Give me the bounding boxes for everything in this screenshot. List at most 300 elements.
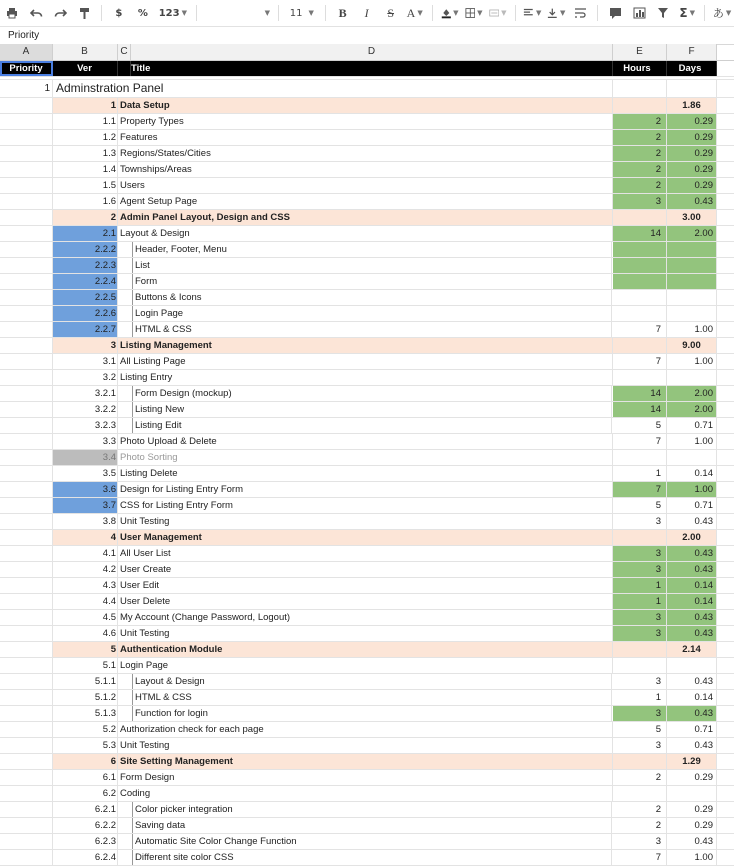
hours-cell[interactable]: 1	[613, 578, 667, 593]
ver-cell[interactable]: 2.2.4	[53, 274, 118, 289]
title-cell[interactable]: Design for Listing Entry Form	[120, 482, 613, 497]
ver-cell[interactable]: 1.6	[53, 194, 118, 209]
ver-cell[interactable]: 5.1.3	[53, 706, 118, 721]
priority-cell[interactable]	[0, 674, 53, 689]
ver-cell[interactable]: 4.3	[53, 578, 118, 593]
days-cell[interactable]	[667, 242, 717, 257]
align-horizontal-icon[interactable]	[521, 3, 543, 23]
title-cell[interactable]: Unit Testing	[120, 514, 613, 529]
ver-cell[interactable]: 3.2.3	[53, 418, 118, 433]
column-header-b[interactable]: B	[53, 44, 118, 60]
ver-cell[interactable]: 5.1.1	[53, 674, 118, 689]
hours-cell[interactable]: 7	[613, 482, 667, 497]
ver-cell[interactable]: 5.2	[53, 722, 118, 737]
hours-cell[interactable]: 3	[613, 706, 667, 721]
title-cell[interactable]: Property Types	[120, 114, 613, 129]
priority-cell[interactable]	[0, 418, 53, 433]
title-cell[interactable]: Admin Panel Layout, Design and CSS	[120, 210, 613, 225]
ver-cell[interactable]: 3.5	[53, 466, 118, 481]
days-cell[interactable]	[667, 450, 717, 465]
section-row	[0, 98, 734, 114]
days-cell[interactable]: 0.14	[667, 594, 717, 609]
ver-cell[interactable]: 3.6	[53, 482, 118, 497]
ver-cell[interactable]: 3.2	[53, 370, 118, 385]
days-cell[interactable]: 0.43	[667, 546, 717, 561]
hours-cell[interactable]: 2	[613, 130, 667, 145]
ver-cell[interactable]: 6.1	[53, 770, 118, 785]
hours-cell[interactable]	[613, 98, 667, 113]
ver-cell[interactable]: 5	[53, 642, 118, 657]
title-cell[interactable]: Listing Management	[120, 338, 613, 353]
ver-cell[interactable]: 2.2.2	[53, 242, 118, 257]
title-cell[interactable]: Users	[120, 178, 613, 193]
column-header-c[interactable]: C	[118, 44, 131, 60]
hours-cell[interactable]: 2	[613, 114, 667, 129]
hours-cell[interactable]: 1	[613, 690, 667, 705]
days-cell[interactable]: 1.00	[667, 482, 717, 497]
priority-cell[interactable]	[0, 402, 53, 417]
days-cell[interactable]: 0.71	[667, 418, 717, 433]
days-cell[interactable]: 0.29	[667, 130, 717, 145]
header-priority-cell[interactable]: Priority	[0, 61, 53, 76]
days-cell[interactable]	[667, 786, 717, 801]
priority-cell[interactable]	[0, 514, 53, 529]
ver-cell[interactable]: 5.3	[53, 738, 118, 753]
title-cell[interactable]	[119, 834, 612, 849]
hours-cell[interactable]: 3	[613, 834, 667, 849]
header-c-cell[interactable]	[118, 61, 131, 76]
ver-cell[interactable]: 6.2.1	[53, 802, 118, 817]
table-row	[0, 818, 734, 834]
title-cell[interactable]: User Create	[120, 562, 613, 577]
task-rows	[0, 98, 734, 866]
priority-cell[interactable]	[0, 194, 53, 209]
title-cell[interactable]	[119, 690, 612, 705]
redo-icon[interactable]	[49, 3, 71, 23]
ver-cell[interactable]: 6.2.4	[53, 850, 118, 865]
number-format-label: 123	[158, 7, 180, 19]
days-cell[interactable]: 0.14	[667, 690, 717, 705]
priority-cell[interactable]	[0, 546, 53, 561]
hours-cell[interactable]: 7	[613, 434, 667, 449]
ver-cell[interactable]: 1.2	[53, 130, 118, 145]
days-cell[interactable]	[667, 258, 717, 273]
priority-cell[interactable]	[0, 290, 53, 305]
toolbar-separator	[325, 5, 326, 21]
align-vertical-icon[interactable]	[545, 3, 567, 23]
days-cell[interactable]: 2.00	[667, 386, 717, 401]
days-cell[interactable]: 0.43	[667, 194, 717, 209]
title-cell[interactable]	[119, 706, 612, 721]
ver-cell[interactable]: 6.2	[53, 786, 118, 801]
hours-cell[interactable]	[613, 530, 667, 545]
merge-cells-icon[interactable]	[487, 3, 509, 23]
priority-cell[interactable]	[0, 178, 53, 193]
priority-cell[interactable]	[0, 370, 53, 385]
font-size-dropdown[interactable]	[285, 3, 319, 23]
table-row	[0, 770, 734, 786]
priority-cell[interactable]	[0, 434, 53, 449]
ver-cell[interactable]: 4.6	[53, 626, 118, 641]
title-cell[interactable]: Townships/Areas	[120, 162, 613, 177]
hours-cell[interactable]: 3	[613, 562, 667, 577]
days-cell[interactable]: 0.29	[667, 818, 717, 833]
hours-cell[interactable]	[613, 370, 667, 385]
ver-cell[interactable]: 1	[53, 98, 118, 113]
borders-icon[interactable]	[463, 3, 485, 23]
bold-button[interactable]: B	[338, 5, 347, 20]
column-header-f[interactable]: F	[667, 44, 717, 60]
chevron-down-icon: ▼	[559, 9, 566, 17]
title-cell[interactable]	[119, 402, 612, 417]
ver-cell[interactable]: 4	[53, 530, 118, 545]
title-cell[interactable]	[119, 290, 612, 305]
priority-cell[interactable]	[0, 354, 53, 369]
hours-cell[interactable]: 3	[613, 194, 667, 209]
ver-cell[interactable]: 2.2.3	[53, 258, 118, 273]
header-title-cell[interactable]: Title	[131, 61, 613, 76]
title-cell[interactable]: Authentication Module	[120, 642, 613, 657]
priority-cell[interactable]	[0, 98, 53, 113]
subtask-title: Listing New	[135, 404, 185, 415]
filter-icon[interactable]	[652, 3, 674, 23]
title-text-cell[interactable]: Adminstration Panel	[56, 80, 613, 97]
priority-cell[interactable]	[0, 850, 53, 865]
days-cell[interactable]: 3.00	[667, 210, 717, 225]
column-header-a[interactable]: A	[0, 44, 53, 60]
days-cell[interactable]	[667, 290, 717, 305]
title-cell[interactable]: Features	[120, 130, 613, 145]
hours-cell[interactable]: 5	[613, 418, 667, 433]
days-cell[interactable]	[667, 370, 717, 385]
title-cell[interactable]: Form Design	[120, 770, 613, 785]
priority-cell[interactable]	[0, 130, 53, 145]
hours-cell[interactable]: 2	[613, 146, 667, 161]
title-hours-cell[interactable]	[613, 80, 667, 97]
currency-format-button[interactable]: $	[115, 7, 123, 19]
days-cell[interactable]: 1.00	[667, 322, 717, 337]
table-row	[0, 610, 734, 626]
hours-cell[interactable]: 7	[613, 322, 667, 337]
days-cell[interactable]: 0.29	[667, 802, 717, 817]
ver-cell[interactable]: 6.2.2	[53, 818, 118, 833]
hours-cell[interactable]: 2	[613, 162, 667, 177]
days-cell[interactable]: 1.00	[667, 354, 717, 369]
title-priority-cell[interactable]: 1	[0, 80, 53, 97]
hours-cell[interactable]: 7	[613, 354, 667, 369]
ver-cell[interactable]: 2.1	[53, 226, 118, 241]
priority-cell[interactable]	[0, 162, 53, 177]
days-cell[interactable]: 0.43	[667, 562, 717, 577]
number-format-dropdown[interactable]	[156, 3, 190, 23]
ver-cell[interactable]: 2.2.6	[53, 306, 118, 321]
hours-cell[interactable]: 3	[613, 738, 667, 753]
title-cell[interactable]: Unit Testing	[120, 738, 613, 753]
ver-cell[interactable]: 5.1	[53, 658, 118, 673]
ver-cell[interactable]: 3.4	[53, 450, 118, 465]
priority-cell[interactable]	[0, 818, 53, 833]
paint-format-icon[interactable]	[73, 3, 95, 23]
priority-cell[interactable]	[0, 258, 53, 273]
ver-cell[interactable]: 4.2	[53, 562, 118, 577]
ver-cell[interactable]: 3.7	[53, 498, 118, 513]
priority-cell[interactable]	[0, 450, 53, 465]
priority-cell[interactable]	[0, 466, 53, 481]
title-cell[interactable]	[119, 306, 612, 321]
priority-cell[interactable]	[0, 114, 53, 129]
priority-cell[interactable]	[0, 242, 53, 257]
hours-cell[interactable]: 2	[613, 770, 667, 785]
title-cell[interactable]	[119, 818, 612, 833]
hours-cell[interactable]: 1	[613, 466, 667, 481]
priority-cell[interactable]	[0, 706, 53, 721]
hours-cell[interactable]: 14	[613, 386, 667, 401]
hours-cell[interactable]: 2	[613, 178, 667, 193]
title-cell[interactable]: Coding	[120, 786, 613, 801]
title-cell[interactable]: Photo Sorting	[120, 450, 613, 465]
days-cell[interactable]: 0.14	[667, 466, 717, 481]
title-cell[interactable]: Layout & Design	[120, 226, 613, 241]
hours-cell[interactable]	[613, 258, 667, 273]
title-cell[interactable]: Listing Delete	[120, 466, 613, 481]
hours-cell[interactable]	[613, 450, 667, 465]
title-cell[interactable]: Authorization check for each page	[120, 722, 613, 737]
title-cell[interactable]	[119, 802, 612, 817]
subtask-title: Login Page	[135, 308, 184, 319]
hours-cell[interactable]: 3	[613, 610, 667, 625]
priority-cell[interactable]	[0, 482, 53, 497]
ver-cell[interactable]: 3	[53, 338, 118, 353]
priority-cell[interactable]	[0, 658, 53, 673]
ver-cell[interactable]: 3.2.1	[53, 386, 118, 401]
ver-cell[interactable]: 1.3	[53, 146, 118, 161]
subtask-title: Form Design (mockup)	[135, 388, 232, 399]
days-cell[interactable]: 0.14	[667, 578, 717, 593]
ver-cell[interactable]: 6.2.3	[53, 834, 118, 849]
days-cell[interactable]: 0.43	[667, 674, 717, 689]
italic-button[interactable]: I	[364, 5, 369, 20]
days-cell[interactable]: 0.71	[667, 722, 717, 737]
text-wrap-icon[interactable]	[569, 3, 591, 23]
priority-cell[interactable]	[0, 770, 53, 785]
strikethrough-button[interactable]: S	[387, 5, 395, 20]
days-cell[interactable]: 0.43	[667, 626, 717, 641]
days-cell[interactable]: 1.29	[667, 754, 717, 769]
title-cell[interactable]	[119, 850, 612, 865]
toolbar-separator	[101, 5, 102, 21]
days-cell[interactable]: 2.14	[667, 642, 717, 657]
priority-cell[interactable]	[0, 642, 53, 657]
hours-cell[interactable]	[613, 642, 667, 657]
insert-comment-icon[interactable]	[604, 3, 626, 23]
hours-cell[interactable]	[613, 242, 667, 257]
hours-cell[interactable]: 2	[613, 818, 667, 833]
title-cell[interactable]: My Account (Change Password, Logout)	[120, 610, 613, 625]
title-cell[interactable]: Regions/States/Cities	[120, 146, 613, 161]
days-cell[interactable]: 2.00	[667, 226, 717, 241]
days-cell[interactable]	[667, 306, 717, 321]
title-cell[interactable]: Login Page	[120, 658, 613, 673]
priority-cell[interactable]	[0, 594, 53, 609]
title-cell[interactable]: Data Setup	[120, 98, 613, 113]
header-days-cell[interactable]: Days	[667, 61, 717, 76]
days-cell[interactable]: 1.86	[667, 98, 717, 113]
title-cell[interactable]	[119, 242, 612, 257]
title-cell[interactable]: User Delete	[120, 594, 613, 609]
title-cell[interactable]: Unit Testing	[120, 626, 613, 641]
ver-cell[interactable]: 4.4	[53, 594, 118, 609]
priority-cell[interactable]	[0, 530, 53, 545]
days-cell[interactable]	[667, 658, 717, 673]
days-cell[interactable]: 0.29	[667, 162, 717, 177]
priority-cell[interactable]	[0, 610, 53, 625]
days-cell[interactable]: 0.29	[667, 114, 717, 129]
hours-cell[interactable]: 3	[613, 514, 667, 529]
title-cell[interactable]	[119, 258, 612, 273]
formula-bar[interactable]	[0, 27, 734, 45]
days-cell[interactable]: 2.00	[667, 530, 717, 545]
column-header-d[interactable]: D	[131, 44, 613, 60]
font-family-dropdown[interactable]	[203, 3, 272, 23]
title-cell[interactable]: User Management	[120, 530, 613, 545]
fill-color-icon[interactable]	[439, 3, 461, 23]
header-hours-cell[interactable]: Hours	[613, 61, 667, 76]
hours-cell[interactable]	[613, 210, 667, 225]
title-cell[interactable]	[119, 322, 612, 337]
header-ver-cell[interactable]: Ver	[53, 61, 118, 76]
hours-cell[interactable]	[613, 306, 667, 321]
priority-cell[interactable]	[0, 690, 53, 705]
column-header-e[interactable]: E	[613, 44, 667, 60]
ver-cell[interactable]: 1.1	[53, 114, 118, 129]
priority-cell[interactable]	[0, 306, 53, 321]
ver-cell[interactable]: 1.5	[53, 178, 118, 193]
column-header-row	[0, 44, 734, 61]
hours-cell[interactable]: 7	[613, 850, 667, 865]
days-cell[interactable]: 9.00	[667, 338, 717, 353]
print-icon[interactable]	[1, 3, 23, 23]
ver-cell[interactable]: 4.1	[53, 546, 118, 561]
title-cell[interactable]: Listing Entry	[120, 370, 613, 385]
days-cell[interactable]: 0.43	[667, 738, 717, 753]
hours-cell[interactable]: 2	[613, 802, 667, 817]
hours-cell[interactable]: 3	[613, 546, 667, 561]
hours-cell[interactable]	[613, 290, 667, 305]
priority-cell[interactable]	[0, 738, 53, 753]
ver-cell[interactable]: 2.2.5	[53, 290, 118, 305]
title-cell[interactable]	[119, 274, 612, 289]
text-color-button[interactable]	[404, 3, 426, 23]
hours-cell[interactable]	[613, 338, 667, 353]
ver-cell[interactable]: 3.2.2	[53, 402, 118, 417]
chevron-down-icon: ▼	[501, 9, 507, 17]
ver-cell[interactable]: 4.5	[53, 610, 118, 625]
title-cell[interactable]	[119, 386, 612, 401]
input-tools-button[interactable]	[711, 3, 733, 23]
priority-cell[interactable]	[0, 146, 53, 161]
days-cell[interactable]: 1.00	[667, 434, 717, 449]
percent-format-button[interactable]: %	[137, 7, 148, 19]
title-cell[interactable]: All Listing Page	[120, 354, 613, 369]
hours-cell[interactable]	[613, 658, 667, 673]
title-days-cell[interactable]	[667, 80, 717, 97]
hours-cell[interactable]: 3	[613, 626, 667, 641]
priority-cell[interactable]	[0, 802, 53, 817]
title-cell[interactable]: User Edit	[120, 578, 613, 593]
priority-cell[interactable]	[0, 322, 53, 337]
hours-cell[interactable]	[613, 754, 667, 769]
priority-cell[interactable]	[0, 338, 53, 353]
title-cell[interactable]: Site Setting Management	[120, 754, 613, 769]
priority-cell[interactable]	[0, 834, 53, 849]
hours-cell[interactable]: 14	[613, 226, 667, 241]
title-cell[interactable]: All User List	[120, 546, 613, 561]
days-cell[interactable]: 0.71	[667, 498, 717, 513]
days-cell[interactable]: 0.43	[667, 834, 717, 849]
chevron-down-icon: ▼	[417, 9, 423, 17]
days-cell[interactable]: 0.29	[667, 178, 717, 193]
title-cell[interactable]: Agent Setup Page	[120, 194, 613, 209]
title-cell[interactable]: Photo Upload & Delete	[120, 434, 613, 449]
days-cell[interactable]: 2.00	[667, 402, 717, 417]
ver-cell[interactable]: 6	[53, 754, 118, 769]
ver-cell[interactable]: 2.2.7	[53, 322, 118, 337]
priority-cell[interactable]	[0, 562, 53, 577]
priority-cell[interactable]	[0, 722, 53, 737]
hours-cell[interactable]: 14	[613, 402, 667, 417]
priority-cell[interactable]	[0, 754, 53, 769]
priority-cell[interactable]	[0, 386, 53, 401]
header-row	[0, 61, 734, 77]
table-row	[0, 850, 734, 866]
priority-cell[interactable]	[0, 226, 53, 241]
days-cell[interactable]: 0.43	[667, 706, 717, 721]
insert-chart-icon[interactable]	[628, 3, 650, 23]
ver-cell[interactable]: 1.4	[53, 162, 118, 177]
days-cell[interactable]: 0.29	[667, 770, 717, 785]
hours-cell[interactable]: 5	[613, 498, 667, 513]
ver-cell[interactable]: 2	[53, 210, 118, 225]
ver-cell[interactable]: 5.1.2	[53, 690, 118, 705]
priority-cell[interactable]	[0, 498, 53, 513]
days-cell[interactable]	[667, 274, 717, 289]
days-cell[interactable]: 0.29	[667, 146, 717, 161]
priority-cell[interactable]	[0, 578, 53, 593]
title-cell[interactable]	[119, 418, 612, 433]
table-row	[0, 706, 734, 722]
title-cell[interactable]	[119, 674, 612, 689]
undo-icon[interactable]	[25, 3, 47, 23]
days-cell[interactable]: 0.43	[667, 514, 717, 529]
days-cell[interactable]: 0.43	[667, 610, 717, 625]
toolbar-separator	[432, 5, 433, 21]
priority-cell[interactable]	[0, 274, 53, 289]
ver-cell[interactable]: 3.3	[53, 434, 118, 449]
ver-cell[interactable]: 3.8	[53, 514, 118, 529]
title-cell[interactable]: CSS for Listing Entry Form	[120, 498, 613, 513]
hours-cell[interactable]: 1	[613, 594, 667, 609]
priority-cell[interactable]	[0, 786, 53, 801]
hours-cell[interactable]	[613, 274, 667, 289]
functions-icon[interactable]: Σ ▼	[679, 6, 695, 20]
priority-cell[interactable]	[0, 626, 53, 641]
priority-cell[interactable]	[0, 210, 53, 225]
hours-cell[interactable]: 3	[613, 674, 667, 689]
ver-cell[interactable]: 3.1	[53, 354, 118, 369]
hours-cell[interactable]	[613, 786, 667, 801]
hours-cell[interactable]: 5	[613, 722, 667, 737]
days-cell[interactable]: 1.00	[667, 850, 717, 865]
